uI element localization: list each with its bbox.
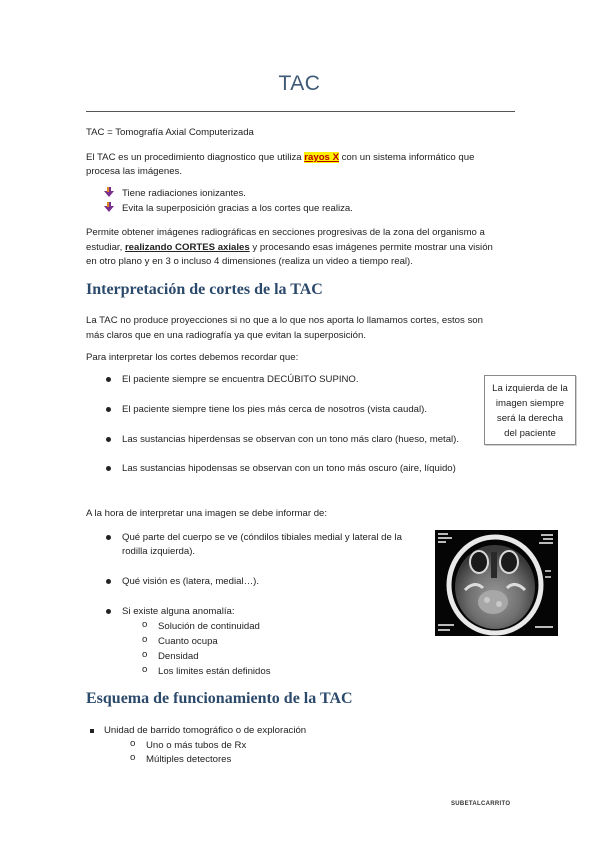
definition-text: TAC = Tomografía Axial Computerizada <box>86 127 254 138</box>
sub-list-item: Densidad <box>158 651 199 662</box>
bullet-icon <box>106 407 111 412</box>
sub-list-item: Uno o más tubos de Rx <box>146 740 247 751</box>
intro-paragraph-line2: procesa las imágenes. <box>86 166 182 177</box>
list-item: El paciente siempre se encuentra DECÚBITO SUPINO. <box>122 374 359 385</box>
paragraph-text: estudiar, <box>86 242 125 253</box>
ct-scan-image <box>435 530 558 636</box>
circle-bullet-icon: o <box>130 752 136 763</box>
circle-bullet-icon: o <box>142 664 148 675</box>
paragraph-line <box>86 240 493 255</box>
arrow-down-icon <box>104 202 114 212</box>
paragraph-line: Permite obtener imágenes radiográficas en secciones progresivas de la zona del organismo a <box>86 227 485 238</box>
circle-bullet-icon: o <box>142 634 148 645</box>
footer-watermark: SUBETALCARRITO <box>451 801 511 807</box>
sub-list-item: Múltiples detectores <box>146 754 232 765</box>
circle-bullet-icon: o <box>142 619 148 630</box>
section-heading: Interpretación de cortes de la TAC <box>86 281 323 298</box>
section-heading: Esquema de funcionamiento de la TAC <box>86 690 353 707</box>
intro-paragraph-line1 <box>86 150 474 165</box>
intro-text-cont: con un sistema informático que <box>338 152 475 163</box>
note-line: La izquierda de la <box>492 383 568 394</box>
sub-list-item: Solución de continuidad <box>158 621 260 632</box>
arrow-down-icon <box>104 187 114 197</box>
page-title: TAC <box>278 72 321 95</box>
paragraph-line: más claros que en una radiografía ya que evitan la superposición. <box>86 330 366 341</box>
side-note-box <box>484 375 576 445</box>
list-item-cont: rodilla izquierda). <box>122 546 196 557</box>
list-item: Unidad de barrido tomográfico o de exploración <box>104 725 307 736</box>
circle-bullet-icon: o <box>130 738 136 749</box>
paragraph-line: Para interpretar los cortes debemos recordar que: <box>86 352 299 363</box>
arrow-item: Tiene radiaciones ionizantes. <box>122 188 246 199</box>
sub-list-item: Cuanto ocupa <box>158 636 218 647</box>
arrow-item: Evita la superposición gracias a los cortes que realiza. <box>122 203 353 214</box>
paragraph-line: en otro plano y en 3 o incluso 4 dimensiones (realiza un video a tiempo real). <box>86 256 413 267</box>
title-divider <box>86 111 515 112</box>
list-item: El paciente siempre tiene los pies más cerca de nosotros (vista caudal). <box>122 404 428 415</box>
intro-text: El TAC es un procedimiento diagnostico que utiliza <box>86 152 305 163</box>
bullet-icon <box>106 437 111 442</box>
bullet-icon <box>106 535 111 540</box>
list-item: Qué parte del cuerpo se ve (cóndilos tibiales medial y lateral de la <box>122 532 402 543</box>
list-item: Si existe alguna anomalía: <box>122 606 235 617</box>
bullet-icon <box>106 466 111 471</box>
paragraph-line: La TAC no produce proyecciones si no que a lo que nos aporta lo llamamos cortes, estos son <box>86 315 483 326</box>
note-line: del paciente <box>504 428 556 439</box>
bullet-icon <box>106 377 111 382</box>
paragraph-line: A la hora de interpretar una imagen se debe informar de: <box>86 508 328 519</box>
emphasized-text: realizando CORTES axiales <box>124 242 250 253</box>
note-line: imagen siempre <box>495 398 565 409</box>
highlighted-term: rayos X <box>304 152 339 163</box>
paragraph-text: y procesando esas imágenes permite mostrar una visión <box>249 242 493 253</box>
bullet-icon <box>106 579 111 584</box>
note-line: será la derecha <box>496 413 564 424</box>
list-item: Las sustancias hipodensas se observan con un tono más oscuro (aire, líquido) <box>122 463 456 474</box>
circle-bullet-icon: o <box>142 649 148 660</box>
sub-list-item: Los limites están definidos <box>158 666 271 677</box>
list-item: Las sustancias hiperdensas se observan con un tono más claro (hueso, metal). <box>122 434 460 445</box>
square-bullet-icon <box>90 729 94 733</box>
bullet-icon <box>106 609 111 614</box>
list-item: Qué visión es (latera, medial…). <box>122 576 260 587</box>
